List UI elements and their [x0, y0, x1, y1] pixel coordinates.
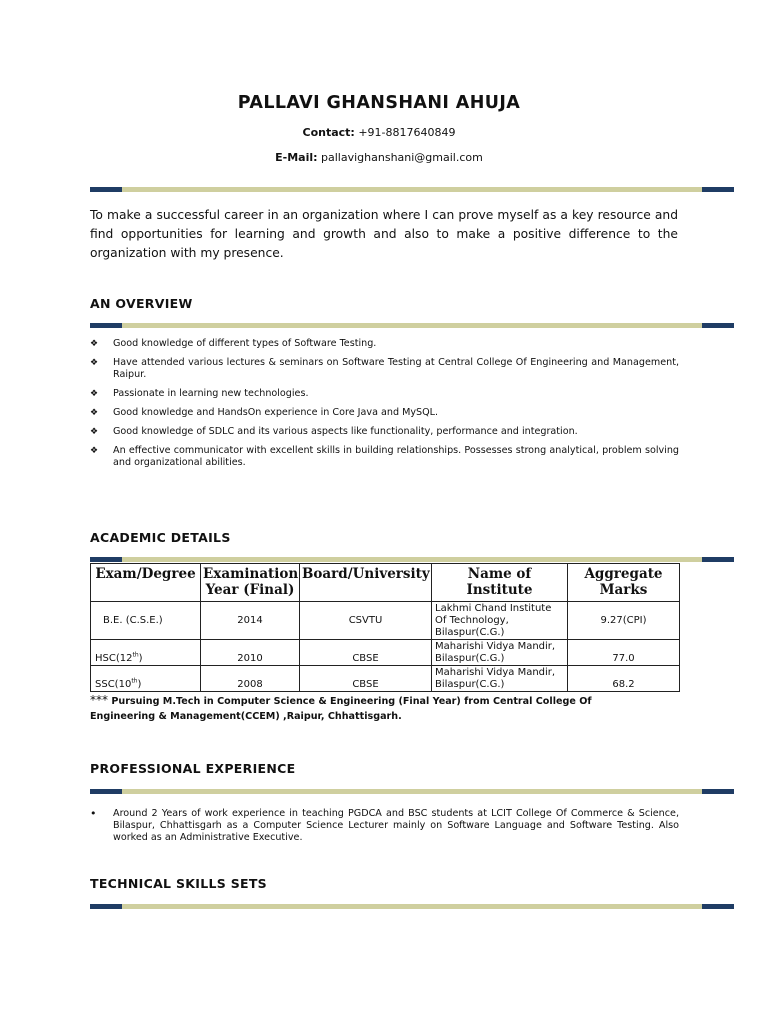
table-row — [91, 640, 680, 666]
marks-cell: 77.0 — [568, 640, 680, 666]
institute-cell: Maharishi Vidya Mandir, Bilaspur(C.G.) — [432, 640, 568, 666]
note-stars: *** — [90, 693, 108, 707]
academic-table — [90, 563, 680, 692]
board-cell: CBSE — [300, 640, 432, 666]
table-row — [91, 602, 680, 640]
experience-heading: PROFESSIONAL EXPERIENCE — [90, 761, 296, 776]
contact-phone: +91-8817640849 — [358, 126, 456, 139]
experience-list — [90, 808, 679, 844]
diamond-bullet-icon: ❖ — [90, 389, 99, 399]
diamond-bullet-icon: ❖ — [90, 427, 99, 437]
year-cell: 2014 — [201, 602, 300, 640]
list-item: ❖ Good knowledge of different types of Software Testing. — [90, 338, 377, 349]
email-address[interactable]: pallavighanshani@gmail.com — [321, 151, 483, 164]
section-divider — [90, 904, 734, 909]
table-header-row — [91, 564, 680, 602]
column-header: Board/University — [300, 564, 432, 602]
column-header: Name of Institute — [432, 564, 568, 602]
section-divider — [90, 557, 734, 562]
marks-cell: 9.27(CPI) — [568, 602, 680, 640]
contact-label: Contact: — [302, 126, 355, 139]
column-header: Aggregate Marks — [568, 564, 680, 602]
list-item: ❖ Have attended various lectures & seminars on Software Testing at Central College Of Engineering and Management, Raipur. — [90, 357, 679, 380]
list-item: ❖ An effective communicator with excellent skills in building relationships. Possesses strong analytical, problem solving and organizational abilities. — [90, 445, 679, 468]
year-cell: 2008 — [201, 666, 300, 692]
marks-cell: 68.2 — [568, 666, 680, 692]
note-text: Pursuing M.Tech in Computer Science & Engineering (Final Year) from Central College Of Engineering & Management(CCEM) ,Raipur, Chhattisgarh. — [90, 696, 592, 722]
section-divider — [90, 187, 734, 192]
diamond-bullet-icon: ❖ — [90, 446, 99, 456]
bullet-dot-icon: • — [90, 807, 97, 820]
section-divider — [90, 789, 734, 794]
diamond-bullet-icon: ❖ — [90, 339, 99, 349]
institute-cell: Lakhmi Chand Institute Of Technology, Bilaspur(C.G.) — [432, 602, 568, 640]
exam-cell: SSC(10th) — [91, 666, 201, 692]
section-divider — [90, 323, 734, 328]
candidate-name: PALLAVI GHANSHANI AHUJA — [237, 93, 521, 113]
list-item: • Around 2 Years of work experience in teaching PGDCA and BSC students at LCIT College Of Commerce & Science, Bilaspur, Chhattisgarh as a Computer Science Lecturer mainly on Software Language and Software Testing. Also worked as an Administrative Executive. — [90, 807, 679, 843]
diamond-bullet-icon: ❖ — [90, 358, 99, 368]
list-item: ❖ Good knowledge and HandsOn experience in Core Java and MySQL. — [90, 407, 439, 418]
email-label: E-Mail: — [275, 151, 318, 164]
academic-heading: ACADEMIC DETAILS — [90, 530, 231, 545]
email-line — [0, 151, 758, 164]
mtech-note — [90, 693, 650, 724]
year-cell: 2010 — [201, 640, 300, 666]
contact-line — [0, 126, 758, 139]
exam-cell: HSC(12th) — [91, 640, 201, 666]
table-row — [91, 666, 680, 692]
diamond-bullet-icon: ❖ — [90, 408, 99, 418]
overview-list — [90, 338, 679, 469]
board-cell: CBSE — [300, 666, 432, 692]
institute-cell: Maharishi Vidya Mandir, Bilaspur(C.G.) — [432, 666, 568, 692]
column-header: Examination Year (Final) — [201, 564, 300, 602]
list-item: ❖ Passionate in learning new technologies. — [90, 388, 309, 399]
exam-cell: B.E. (C.S.E.) — [91, 602, 201, 640]
list-item: ❖ Good knowledge of SDLC and its various aspects like functionality, performance and integration. — [90, 426, 578, 437]
overview-heading: AN OVERVIEW — [90, 296, 193, 311]
board-cell: CSVTU — [300, 602, 432, 640]
column-header: Exam/Degree — [91, 564, 201, 602]
career-objective: To make a successful career in an organization where I can prove myself as a key resource and find opportunities for learning and growth and also to make a positive difference to the organization with my presence. — [90, 208, 678, 260]
skills-heading: TECHNICAL SKILLS SETS — [90, 876, 267, 891]
